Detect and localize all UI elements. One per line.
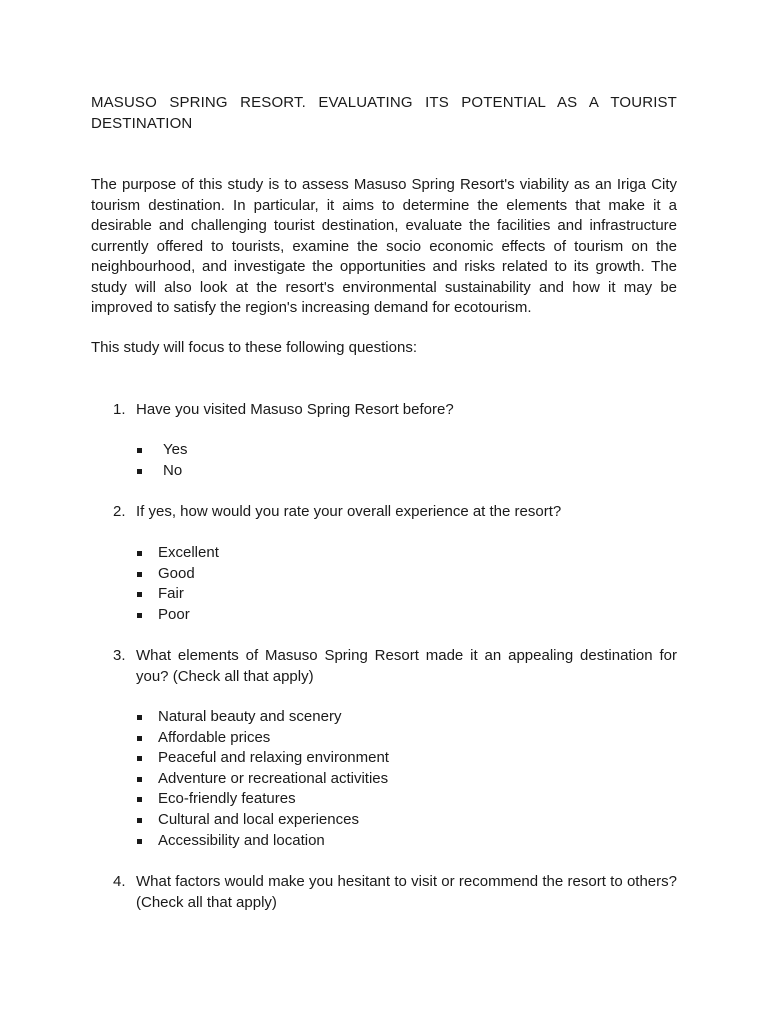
option-label: Affordable prices [158, 728, 271, 746]
list-item [91, 543, 677, 564]
square-bullet-icon [137, 469, 142, 474]
square-bullet-icon [137, 715, 142, 720]
list-item [91, 748, 677, 769]
option-label: Fair [158, 585, 184, 603]
option-label: Peaceful and relaxing environment [158, 749, 389, 767]
square-bullet-icon [137, 736, 142, 741]
question-number: 2. [113, 503, 126, 520]
square-bullet-icon [137, 818, 142, 823]
intro-paragraph: This study will focus to these following questions: [91, 339, 417, 356]
question-number: 3. [113, 647, 126, 664]
purpose-paragraph: The purpose of this study is to assess Masuso Spring Resort's viability as an Iriga City tourism destination. In particular, it aims to determine the elements that make it a desirable and challenging tourist destination, evaluate the facilities and infrastructure currently offered to tourists, examine the socio economic effects of tourism on the neighbourhood, and investigate the opportunities and risks related to its growth. The study will also look at the resort's environmental sustainability and how it may be improved to satisfy the region's increasing demand for ecotourism. [91, 176, 677, 316]
list-item [91, 440, 677, 461]
option-label: Eco-friendly features [158, 790, 296, 808]
list-item [91, 769, 677, 790]
square-bullet-icon [137, 448, 142, 453]
document-title [91, 93, 677, 134]
list-item [91, 789, 677, 810]
square-bullet-icon [137, 613, 142, 618]
list-item [91, 605, 677, 626]
list-item [91, 584, 677, 605]
option-label: Natural beauty and scenery [158, 708, 342, 725]
question-text: If yes, how would you rate your overall experience at the resort? [136, 503, 562, 520]
title-line-1: MASUSO SPRING RESORT. EVALUATING ITS POTENTIAL AS A TOURIST [91, 94, 677, 111]
question-text: What factors would make you hesitant to visit or recommend the resort to others? (Check all that apply) [136, 873, 677, 911]
square-bullet-icon [137, 551, 142, 556]
list-item [91, 707, 677, 728]
question-1-options [91, 440, 677, 481]
option-label: Accessibility and location [158, 831, 325, 849]
list-item [91, 728, 677, 749]
square-bullet-icon [137, 839, 142, 844]
question-number: 4. [113, 873, 126, 890]
option-label: Excellent [158, 544, 219, 561]
question-text: What elements of Masuso Spring Resort made it an appealing destination for you? (Check all that apply) [136, 647, 677, 685]
title-line-2: DESTINATION [91, 114, 193, 132]
option-label: Poor [158, 605, 190, 623]
option-label: Cultural and local experiences [158, 810, 359, 828]
option-label: Good [158, 564, 195, 582]
list-item [91, 461, 677, 482]
square-bullet-icon [137, 777, 142, 782]
square-bullet-icon [137, 756, 142, 761]
list-item [91, 810, 677, 831]
question-3-options [91, 707, 677, 851]
square-bullet-icon [137, 572, 142, 577]
question-number: 1. [113, 401, 126, 418]
option-label: Adventure or recreational activities [158, 769, 389, 787]
option-label: Yes [163, 441, 188, 458]
square-bullet-icon [137, 797, 142, 802]
question-text: Have you visited Masuso Spring Resort before? [136, 401, 454, 418]
option-label: No [163, 461, 183, 479]
list-item [91, 564, 677, 585]
square-bullet-icon [137, 592, 142, 597]
list-item [91, 831, 677, 852]
question-2-options [91, 543, 677, 625]
